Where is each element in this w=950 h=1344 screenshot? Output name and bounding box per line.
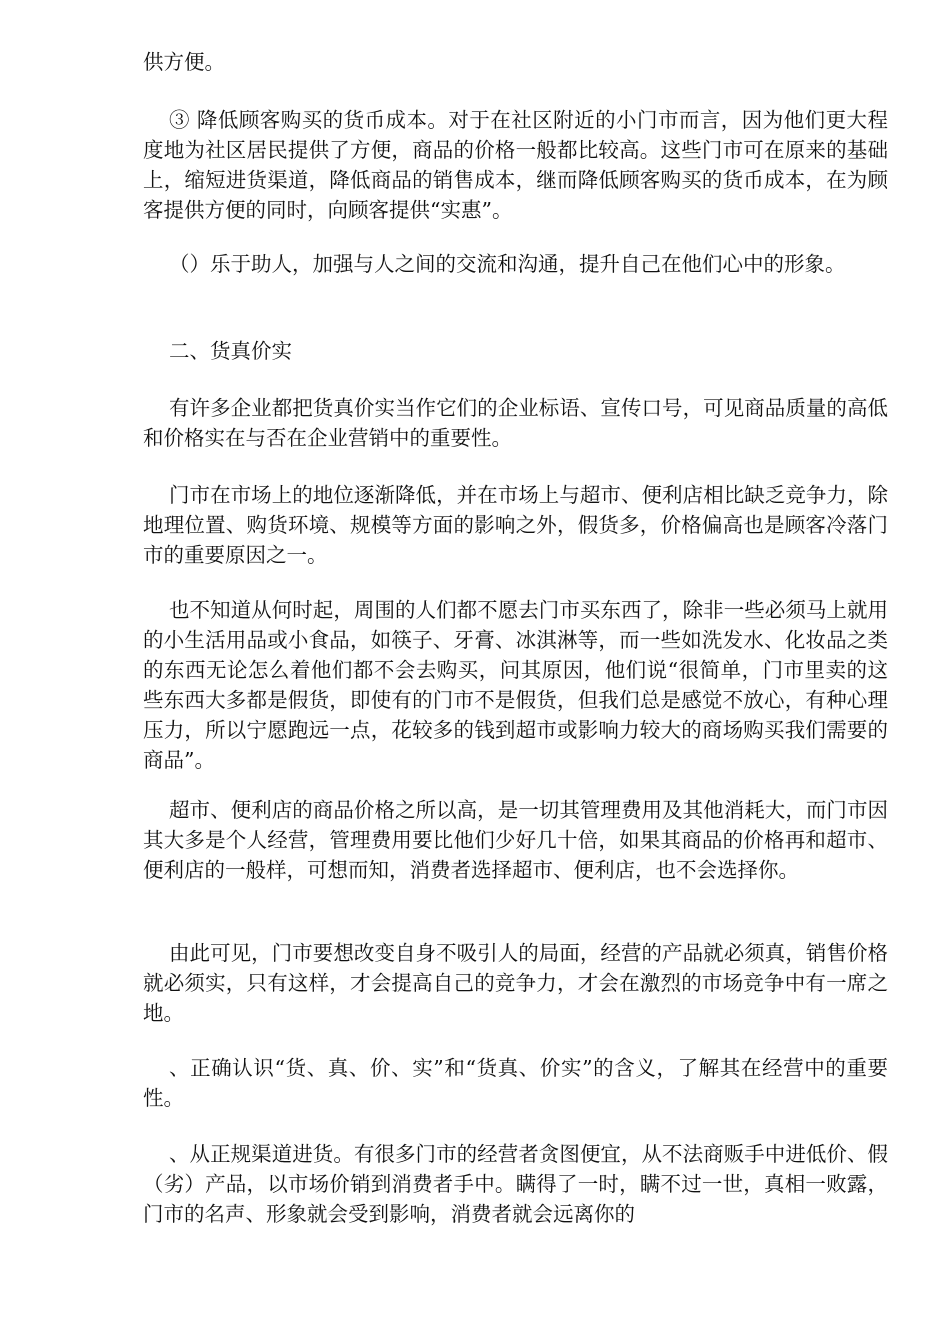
- paragraph-money-cost: ③ 降低顾客购买的货币成本。对于在社区附近的小门市而言，因为他们更大程度地为社区居民提供了方便，商品的价格一般都比较高。这些门市可在原来的基础上，缩短进货渠道，降低商品的销售成本，继而降低顾客购买的货币成本，在为顾客提供方便的同时，向顾客提供“实惠”。: [143, 108, 888, 222]
- paragraph-pricing: 超市、便利店的商品价格之所以高，是一切其管理费用及其他消耗大，而门市因其大多是个人经营，管理费用要比他们少好几十倍，如果其商品的价格再和超市、便利店的一般样，可想而知，消费者选择超市、便利店，也不会选择你。: [143, 798, 888, 882]
- paragraph-customer-reasons: 也不知道从何时起，周围的人们都不愿去门市买东西了，除非一些必须马上就用的小生活用品或小食品，如筷子、牙膏、冰淇淋等，而一些如洗发水、化妆品之类的东西无论怎么着他们都不会去购买，问其原因，他们说“很简单，门市里卖的这些东西大多都是假货，即使有的门市不是假货，但我们总是感觉不放心，有种心理压力，所以宁愿跑远一点，花较多的钱到超市或影响力较大的商场购买我们需要的商品”。: [143, 598, 888, 772]
- paragraph-conclusion: 由此可见，门市要想改变自身不吸引人的局面，经营的产品就必须真，销售价格就必须实，只有这样，才会提高自己的竞争力，才会在激烈的市场竞争中有一席之地。: [143, 941, 888, 1025]
- section-heading: 二、货真价实: [169, 339, 292, 363]
- paragraph-slogan: 有许多企业都把货真价实当作它们的企业标语、宣传口号，可见商品质量的高低和价格实在与否在企业营销中的重要性。: [143, 396, 888, 450]
- paragraph-continuation: 供方便。: [143, 50, 225, 74]
- paragraph-helpful: （）乐于助人，加强与人之间的交流和沟通，提升自己在他们心中的形象。: [169, 252, 846, 276]
- paragraph-market-position: 门市在市场上的地位逐渐降低，并在市场上与超市、便利店相比缺乏竞争力，除地理位置、购货环境、规模等方面的影响之外，假货多，价格偏高也是顾客冷落门市的重要原因之一。: [143, 483, 888, 567]
- paragraph-point-channels: 、从正规渠道进货。有很多门市的经营者贪图便宜，从不法商贩手中进低价、假（劣）产品，以市场价销到消费者手中。瞒得了一时，瞒不过一世，真相一败露，门市的名声、形象就会受到影响，消费者就会远离你的: [143, 1142, 888, 1226]
- paragraph-point-understand: 、正确认识“货、真、价、实”和“货真、价实”的含义，了解其在经营中的重要性。: [143, 1056, 888, 1110]
